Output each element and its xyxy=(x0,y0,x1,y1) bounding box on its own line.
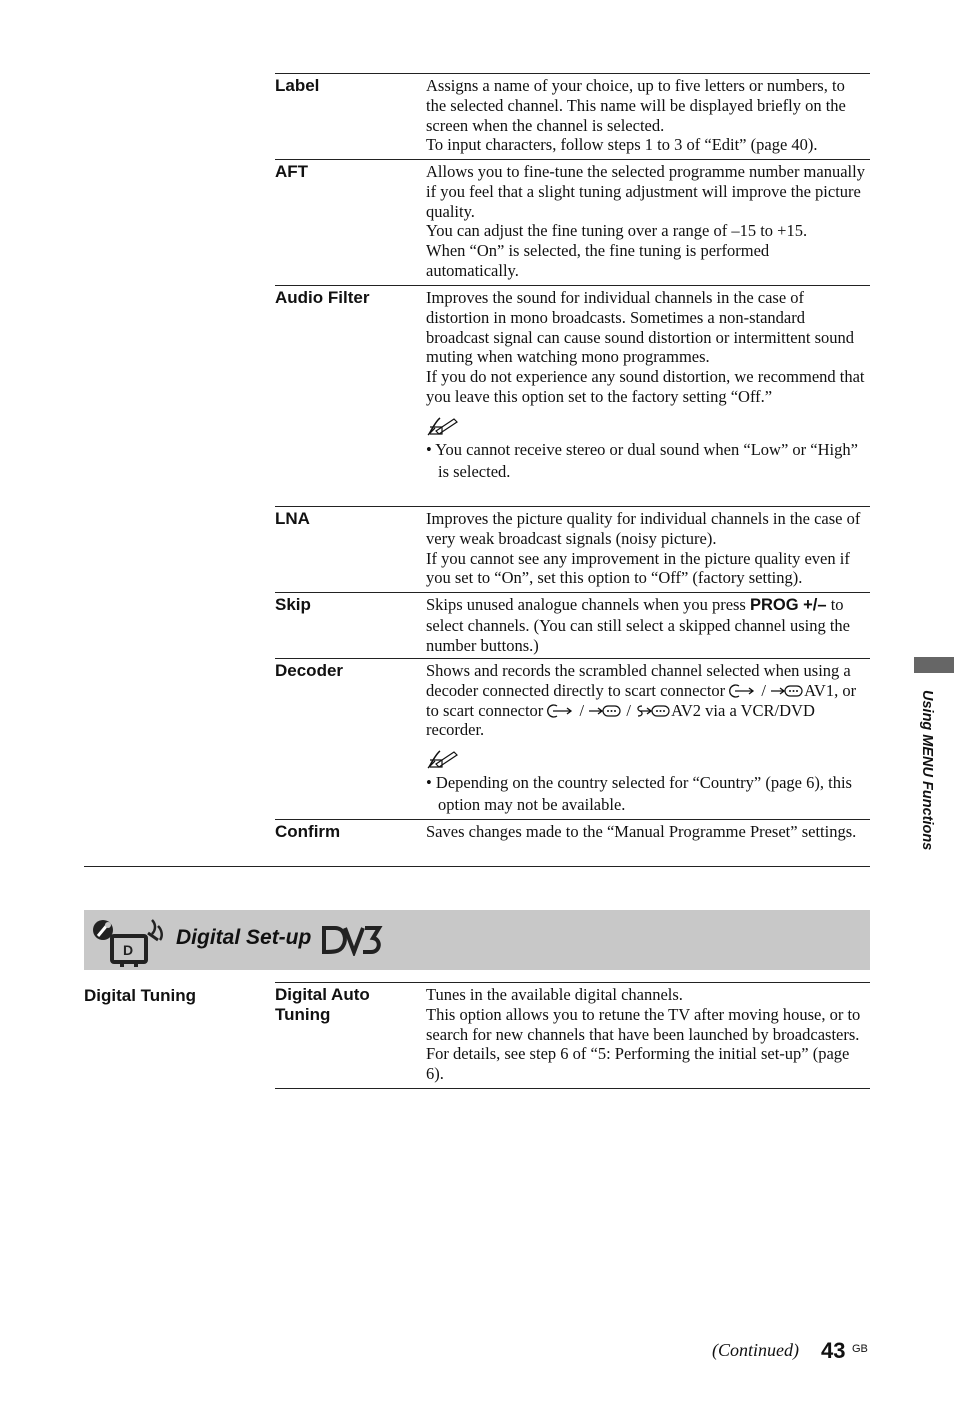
desc-paragraph: When “On” is selected, the fine tuning is performed automatically. xyxy=(426,241,770,280)
table-row xyxy=(275,982,870,1089)
desc-paragraph: If you do not experience any sound distortion, we recommend that you leave this option set to the factory setting “Off.” xyxy=(426,367,865,406)
desc-paragraph xyxy=(426,661,866,740)
desc-paragraph: Improves the sound for individual channels in the case of distortion in mono broadcasts. Sometimes a non-standard broadcast signal can cause sound distortion or intermittent sound muting when watching mono programmes. xyxy=(426,288,854,367)
row-description xyxy=(426,162,866,281)
section-category: Digital Tuning xyxy=(84,986,197,1005)
scart-output-icon xyxy=(588,703,622,719)
row-term: Audio Filter xyxy=(275,288,370,307)
table-row xyxy=(275,592,870,659)
note-pencil-icon xyxy=(426,748,460,770)
side-tab-marker xyxy=(914,657,954,673)
scart-input-icon xyxy=(729,683,757,699)
desc-paragraph: You can adjust the fine tuning over a range of –15 to +15. xyxy=(426,221,808,241)
desc-paragraph: Improves the picture quality for individual channels in the case of very weak broadcast signals (noisy picture). xyxy=(426,509,861,548)
table-row xyxy=(275,73,870,160)
digital-setup-icon xyxy=(90,916,168,968)
row-term: Decoder xyxy=(275,661,344,680)
s-video-scart-icon xyxy=(635,703,671,719)
row-description xyxy=(426,661,866,816)
desc-paragraph: Saves changes made to the “Manual Programme Preset” settings. xyxy=(426,822,857,841)
row-term: Confirm xyxy=(275,822,341,841)
region-code: GB xyxy=(852,1343,868,1355)
desc-text: / xyxy=(757,680,771,700)
row-term: Digital Auto Tuning xyxy=(275,985,370,1024)
row-description xyxy=(426,985,866,1084)
row-term: LNA xyxy=(275,509,310,528)
table-row xyxy=(275,159,870,286)
desc-paragraph xyxy=(426,595,866,655)
desc-text: / xyxy=(575,700,589,720)
note-text: You cannot receive stereo or dual sound when “Low” or “High” is selected. xyxy=(435,439,858,481)
page-number: 43 xyxy=(821,1338,846,1363)
desc-text: AV2 via a VCR/DVD recorder. xyxy=(426,700,815,740)
continued-label: (Continued) xyxy=(712,1340,799,1360)
svg-text:D: D xyxy=(123,942,134,958)
desc-paragraph: Tunes in the available digital channels. xyxy=(426,985,683,1004)
desc-text: / xyxy=(622,700,636,720)
scart-input-icon xyxy=(547,703,575,719)
side-section-label: Using MENU Functions xyxy=(919,690,935,851)
note-bullet: • Depending on the country selected for “Country” (page 6), this option may not be available. xyxy=(426,773,852,815)
row-term: AFT xyxy=(275,162,309,181)
row-description xyxy=(426,509,866,588)
section-banner xyxy=(84,910,870,970)
desc-text: to select channels. (You can still select a skipped channel using the number buttons.) xyxy=(426,595,851,655)
desc-paragraph: Assigns a name of your choice, up to five letters or numbers, to the selected channel. This name will be displayed briefly on the screen when the channel is selected. xyxy=(426,76,846,135)
row-description xyxy=(426,76,866,155)
dvb-logo xyxy=(321,924,383,956)
table-bottom-rule xyxy=(275,1088,870,1089)
note-bullet: • You cannot receive stereo or dual sound when “Low” or “High” is selected. xyxy=(426,439,858,481)
desc-paragraph: Allows you to fine-tune the selected programme number manually if you feel that a slight tuning adjustment will improve the picture quality. xyxy=(426,162,865,221)
note-text: Depending on the country selected for “Country” (page 6), this option may not be available. xyxy=(435,773,852,815)
row-term: Skip xyxy=(275,595,311,614)
table-row xyxy=(275,285,870,507)
table-row xyxy=(275,819,870,867)
section-title: Digital Set-up xyxy=(176,926,312,949)
row-description xyxy=(426,822,866,842)
desc-text: Shows and records the scrambled channel selected when using a decoder connected directly to scart connector xyxy=(426,661,851,700)
row-description xyxy=(426,288,866,483)
row-description xyxy=(426,595,866,655)
table-bottom-rule xyxy=(84,866,870,867)
table-row xyxy=(275,658,870,820)
desc-paragraph: To input characters, follow steps 1 to 3 of “Edit” (page 40). xyxy=(426,135,818,155)
note-pencil-icon xyxy=(426,415,460,437)
scart-output-icon xyxy=(770,683,804,699)
row-term: Label xyxy=(275,76,320,95)
desc-paragraph: This option allows you to retune the TV after moving house, or to search for new channels that have been launched by broadcasters. For details, see step 6 of “5: Performing the initial set-up” (page 6). xyxy=(426,1004,861,1084)
desc-paragraph: If you cannot see any improvement in the picture quality even if you set to “On”, set this option to “Off” (factory setting). xyxy=(426,548,850,588)
table-row xyxy=(275,506,870,593)
desc-text: Skips unused analogue channels when you press xyxy=(426,595,750,614)
desc-text: AV1, or to scart connector xyxy=(426,680,857,720)
prog-button-label: PROG +/– xyxy=(749,596,827,614)
